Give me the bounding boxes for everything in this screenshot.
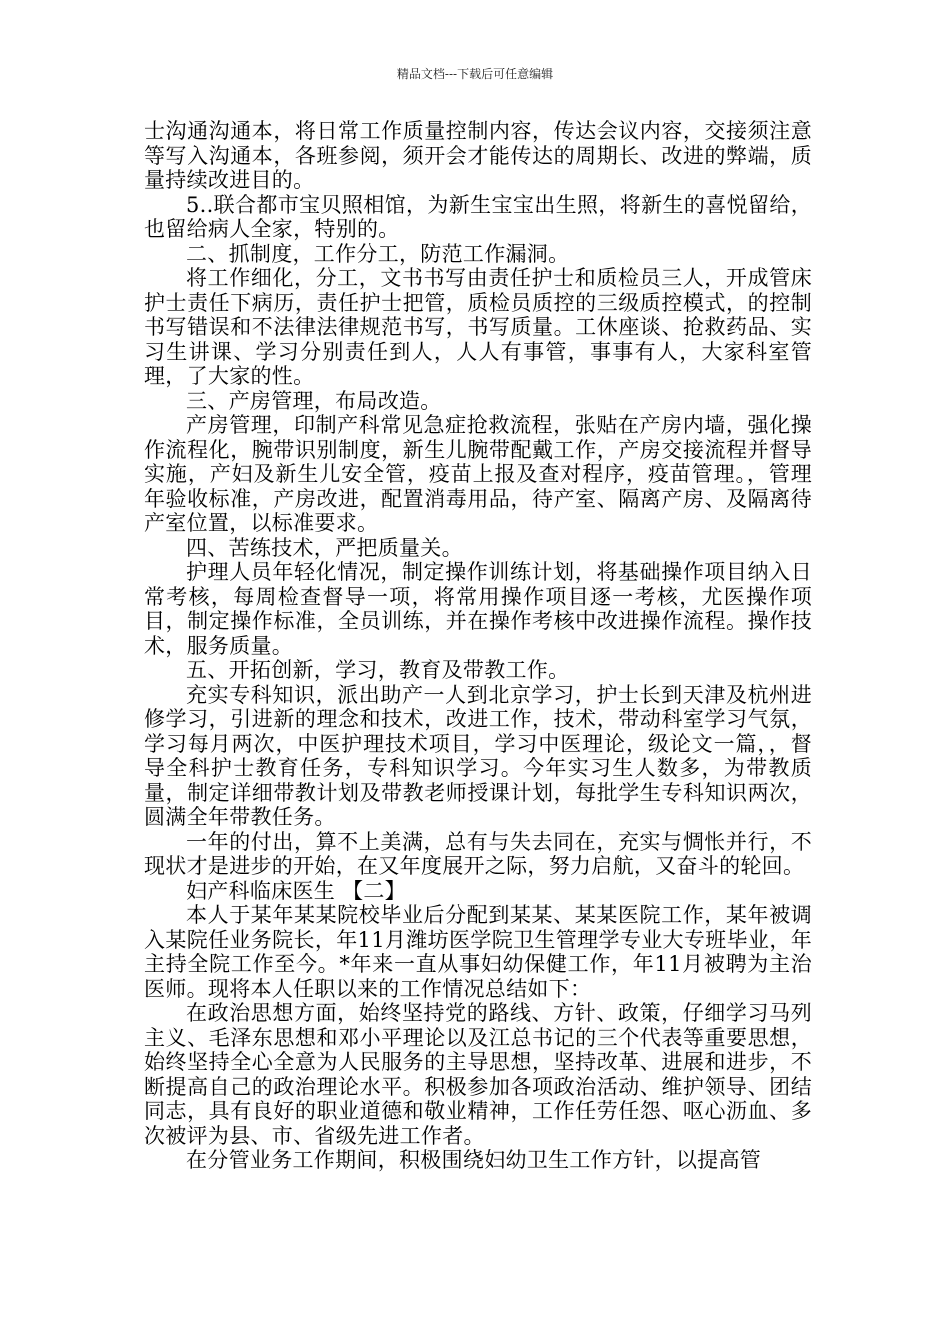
paragraph-education: 充实专科知识，派出助产一人到北京学习，护士长到天津及杭州进修学习，引进新的理念和技术，改进工作，技术，带动科室学习气氛，学习每月两次，中医护理技术项目，学习中医理论，级论文一篇，，督导全科护士教育任务，专科知识学习。今年实习生人数多，为带教质量，制定详细带教计划及带教老师授课计划，每批学生专科知识两次，圆满全年带教任务。 xyxy=(144,682,812,829)
paragraph-political: 在政治思想方面，始终坚持党的路线、方针、政策，仔细学习马列主义、毛泽东思想和邓小平理论以及江总书记的三个代表等重要思想，始终坚持全心全意为人民服务的主导思想，坚持改革、进展和进步，不断提高自己的政治理论水平。积极参加各项政治活动、维护领导、团结同志，具有良好的职业道德和敬业精神，工作任劳任怨、呕心沥血、多次被评为县、市、省级先进工作者。 xyxy=(144,1001,812,1148)
page-header: 精品文档---下载后可任意编辑 xyxy=(396,67,554,81)
section-heading-5: 五、开拓创新，学习，教育及带教工作。 xyxy=(186,658,570,682)
section-heading-2: 二、抓制度，工作分工，防范工作漏洞。 xyxy=(186,241,570,266)
paragraph-work-division: 将工作细化，分工，文书书写由责任护士和质检员三人，开成管床护士责任下病历，责任护士把管，质检员质控的三级质控模式，的控制书写错误和不法律法律规范书写，书写质量。工休座谈、抢救药品、实习生讲课、学习分别责任到人，人人有事管，事事有人，大家科室管理，了大家的性。 xyxy=(144,266,812,388)
section-heading-3: 三、产房管理，布局改造。 xyxy=(186,388,442,413)
paragraph-business: 在分管业务工作期间，积极围绕妇幼卫生工作方针，以提高管 xyxy=(186,1148,762,1172)
paragraph-delivery-room: 产房管理，印制产科常见急症抢救流程，张贴在产房内墙，强化操作流程化，腕带识别制度，新生儿腕带配戴工作，产房交接流程并督导实施，产妇及新生儿安全管，疫苗上报及查对程序，疫苗管理。，管理年验收标准，产房改进，配置消毒用品，待产室、隔离产房、及隔离待产室位置，以标准要求。 xyxy=(144,413,812,535)
paragraph-introduction: 本人于某年某某院校毕业后分配到某某、某某医院工作，某年被调入某院任业务院长，年11月潍坊医学院卫生管理学专业大专班毕业，年主持全院工作至今。*年来一直从事妇幼保健工作，年11月被聘为主治医师。现将本人任职以来的工作情况总结如下： xyxy=(144,903,812,1001)
section-heading-4: 四、苦练技术，严把质量关。 xyxy=(186,535,463,560)
document-body xyxy=(144,119,812,1173)
paragraph-continuation: 士沟通沟通本，将日常工作质量控制内容，传达会议内容，交接须注意等写入沟通本，各班参阅，须开会才能传达的周期长、改进的弊端，质量持续改进目的。 xyxy=(144,119,812,192)
paragraph-item-5: 5..联合都市宝贝照相馆，为新生宝宝出生照，将新生的喜悦留给，也留给病人全家，特别的。 xyxy=(144,192,812,241)
article-title-2: 妇产科临床医生 【二】 xyxy=(186,878,406,903)
paragraph-conclusion: 一年的付出，算不上美满，总有与失去同在，充实与惆怅并行，不现状才是进步的开始，在又年度展开之际，努力启航，又奋斗的轮回。 xyxy=(144,829,812,878)
paragraph-training: 护理人员年轻化情况，制定操作训练计划，将基础操作项目纳入日常考核，每周检查督导一项，将常用操作项目逐一考核，尤医操作项目，制定操作标准，全员训练，并在操作考核中改进操作流程。操作技术，服务质量。 xyxy=(144,560,812,658)
